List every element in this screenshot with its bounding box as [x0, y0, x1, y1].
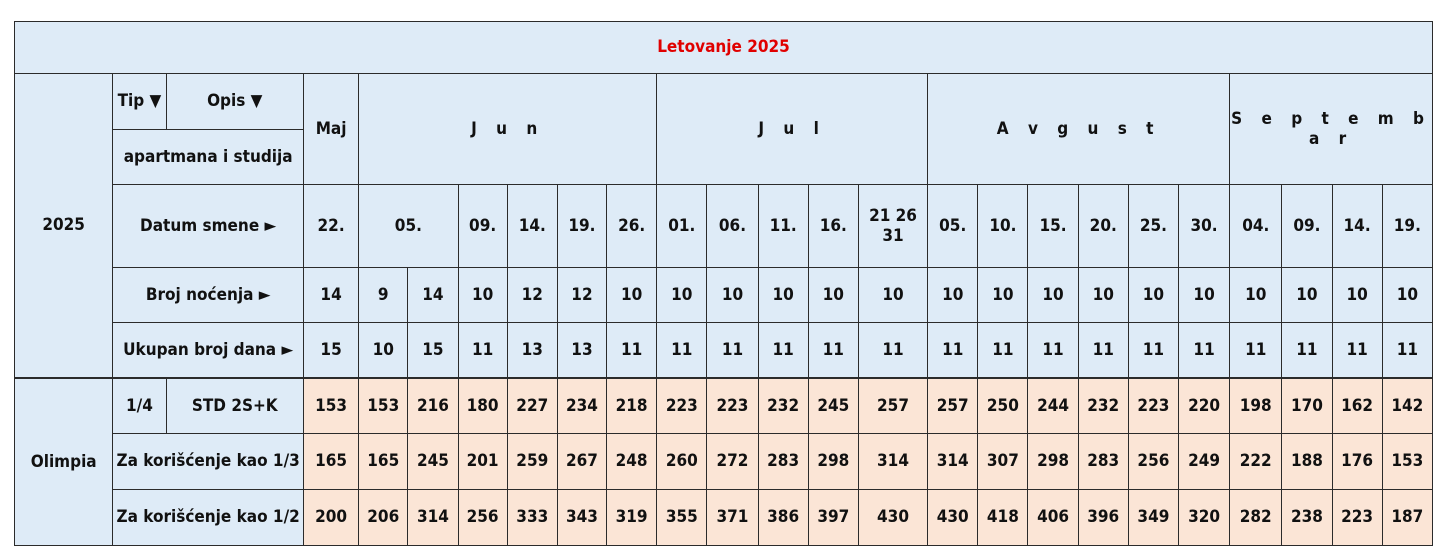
shift-date: 09.	[458, 185, 507, 268]
shift-date: 01.	[657, 185, 707, 268]
nights-count: 10	[607, 268, 657, 323]
nights-count: 10	[1128, 268, 1178, 323]
shift-date: 21 26 31	[858, 185, 927, 268]
price-cell: 153	[359, 378, 408, 434]
days-count: 11	[1382, 323, 1432, 378]
shift-date: 14.	[1332, 185, 1382, 268]
nights-count: 10	[1382, 268, 1432, 323]
price-cell: 200	[303, 490, 358, 546]
price-cell: 223	[707, 378, 758, 434]
shift-date: 30.	[1178, 185, 1229, 268]
price-cell: 314	[858, 434, 927, 490]
price-cell: 260	[657, 434, 707, 490]
price-cell: 319	[607, 490, 657, 546]
price-cell: 234	[557, 378, 606, 434]
nights-count: 10	[1028, 268, 1078, 323]
shift-date: 05.	[359, 185, 458, 268]
price-cell: 153	[303, 378, 358, 434]
nights-count: 10	[1230, 268, 1282, 323]
broj-nocenja-label: Broj noćenja ►	[113, 268, 304, 323]
days-count: 15	[303, 323, 358, 378]
nights-count: 10	[858, 268, 927, 323]
price-cell: 307	[978, 434, 1028, 490]
price-cell: 245	[408, 434, 458, 490]
tip-header: Tip ▼	[113, 74, 166, 130]
price-cell: 430	[928, 490, 978, 546]
shift-date: 10.	[978, 185, 1028, 268]
month-avgust: A v g u s t	[928, 74, 1230, 185]
price-cell: 206	[359, 490, 408, 546]
price-cell: 223	[657, 378, 707, 434]
price-cell: 238	[1282, 490, 1332, 546]
usage-option-label: Za korišćenje kao 1/2	[113, 490, 304, 546]
room-type: 1/4	[113, 378, 166, 434]
price-cell: 227	[507, 378, 557, 434]
price-cell: 187	[1382, 490, 1432, 546]
nights-count: 10	[458, 268, 507, 323]
price-cell: 283	[1078, 434, 1128, 490]
price-cell: 418	[978, 490, 1028, 546]
nights-count: 10	[1332, 268, 1382, 323]
price-cell: 282	[1230, 490, 1282, 546]
price-cell: 256	[458, 490, 507, 546]
hotel-name: Olimpia	[15, 378, 113, 546]
price-cell: 170	[1282, 378, 1332, 434]
price-cell: 248	[607, 434, 657, 490]
apartmana-header: apartmana i studija	[113, 130, 304, 185]
nights-count: 12	[557, 268, 606, 323]
shift-date: 15.	[1028, 185, 1078, 268]
days-count: 11	[1178, 323, 1229, 378]
nights-count: 14	[303, 268, 358, 323]
price-cell: 355	[657, 490, 707, 546]
price-cell: 245	[808, 378, 858, 434]
price-cell: 176	[1332, 434, 1382, 490]
price-cell: 165	[303, 434, 358, 490]
price-cell: 216	[408, 378, 458, 434]
days-count: 11	[1230, 323, 1282, 378]
shift-date: 06.	[707, 185, 758, 268]
price-cell: 220	[1178, 378, 1229, 434]
price-cell: 223	[1128, 378, 1178, 434]
price-cell: 396	[1078, 490, 1128, 546]
ukupan-broj-dana-label: Ukupan broj dana ►	[113, 323, 304, 378]
price-cell: 349	[1128, 490, 1178, 546]
nights-count: 14	[408, 268, 458, 323]
days-count: 11	[858, 323, 927, 378]
days-count: 11	[1282, 323, 1332, 378]
shift-date: 19.	[557, 185, 606, 268]
nights-count: 10	[978, 268, 1028, 323]
days-count: 11	[1078, 323, 1128, 378]
days-count: 11	[928, 323, 978, 378]
nights-count: 12	[507, 268, 557, 323]
price-cell: 257	[858, 378, 927, 434]
days-count: 11	[758, 323, 808, 378]
room-description: STD 2S+K	[166, 378, 303, 434]
shift-date: 11.	[758, 185, 808, 268]
price-cell: 298	[808, 434, 858, 490]
price-cell: 257	[928, 378, 978, 434]
shift-date: 22.	[303, 185, 358, 268]
price-cell: 430	[858, 490, 927, 546]
days-count: 11	[707, 323, 758, 378]
nights-count: 9	[359, 268, 408, 323]
price-cell: 249	[1178, 434, 1229, 490]
nights-count: 10	[928, 268, 978, 323]
price-cell: 298	[1028, 434, 1078, 490]
price-cell: 320	[1178, 490, 1229, 546]
shift-date: 25.	[1128, 185, 1178, 268]
year-cell: 2025	[15, 74, 113, 378]
price-cell: 314	[928, 434, 978, 490]
price-cell: 244	[1028, 378, 1078, 434]
days-count: 11	[1128, 323, 1178, 378]
price-cell: 386	[758, 490, 808, 546]
days-count: 15	[408, 323, 458, 378]
days-count: 11	[657, 323, 707, 378]
price-cell: 314	[408, 490, 458, 546]
month-septembar: S e p t e m b a r	[1230, 74, 1433, 185]
price-cell: 198	[1230, 378, 1282, 434]
shift-date: 19.	[1382, 185, 1432, 268]
price-cell: 223	[1332, 490, 1382, 546]
nights-count: 10	[758, 268, 808, 323]
days-count: 11	[458, 323, 507, 378]
price-cell: 250	[978, 378, 1028, 434]
price-cell: 165	[359, 434, 408, 490]
days-count: 10	[359, 323, 408, 378]
price-cell: 232	[758, 378, 808, 434]
opis-header: Opis ▼	[166, 74, 303, 130]
month-jun: J u n	[359, 74, 657, 185]
nights-count: 10	[707, 268, 758, 323]
price-cell: 201	[458, 434, 507, 490]
nights-count: 10	[1282, 268, 1332, 323]
price-cell: 267	[557, 434, 606, 490]
nights-count: 10	[1178, 268, 1229, 323]
price-cell: 283	[758, 434, 808, 490]
price-table	[14, 21, 1433, 546]
shift-date: 14.	[507, 185, 557, 268]
days-count: 13	[557, 323, 606, 378]
days-count: 11	[1028, 323, 1078, 378]
price-cell: 153	[1382, 434, 1432, 490]
table-title: Letovanje 2025	[15, 22, 1433, 74]
shift-date: 20.	[1078, 185, 1128, 268]
shift-date: 26.	[607, 185, 657, 268]
nights-count: 10	[808, 268, 858, 323]
price-cell: 333	[507, 490, 557, 546]
price-cell: 162	[1332, 378, 1382, 434]
days-count: 11	[1332, 323, 1382, 378]
price-cell: 259	[507, 434, 557, 490]
shift-date: 16.	[808, 185, 858, 268]
month-jul: J u l	[657, 74, 928, 185]
price-cell: 142	[1382, 378, 1432, 434]
price-cell: 222	[1230, 434, 1282, 490]
days-count: 11	[978, 323, 1028, 378]
nights-count: 10	[1078, 268, 1128, 323]
price-cell: 371	[707, 490, 758, 546]
shift-date: 04.	[1230, 185, 1282, 268]
shift-date: 05.	[928, 185, 978, 268]
days-count: 11	[607, 323, 657, 378]
usage-option-label: Za korišćenje kao 1/3	[113, 434, 304, 490]
price-cell: 188	[1282, 434, 1332, 490]
month-maj: Maj	[303, 74, 358, 185]
price-cell: 256	[1128, 434, 1178, 490]
price-cell: 180	[458, 378, 507, 434]
price-cell: 406	[1028, 490, 1078, 546]
nights-count: 10	[657, 268, 707, 323]
price-cell: 272	[707, 434, 758, 490]
price-cell: 343	[557, 490, 606, 546]
days-count: 13	[507, 323, 557, 378]
shift-date: 09.	[1282, 185, 1332, 268]
datum-smene-label: Datum smene ►	[113, 185, 304, 268]
price-cell: 218	[607, 378, 657, 434]
price-cell: 397	[808, 490, 858, 546]
price-cell: 232	[1078, 378, 1128, 434]
days-count: 11	[808, 323, 858, 378]
